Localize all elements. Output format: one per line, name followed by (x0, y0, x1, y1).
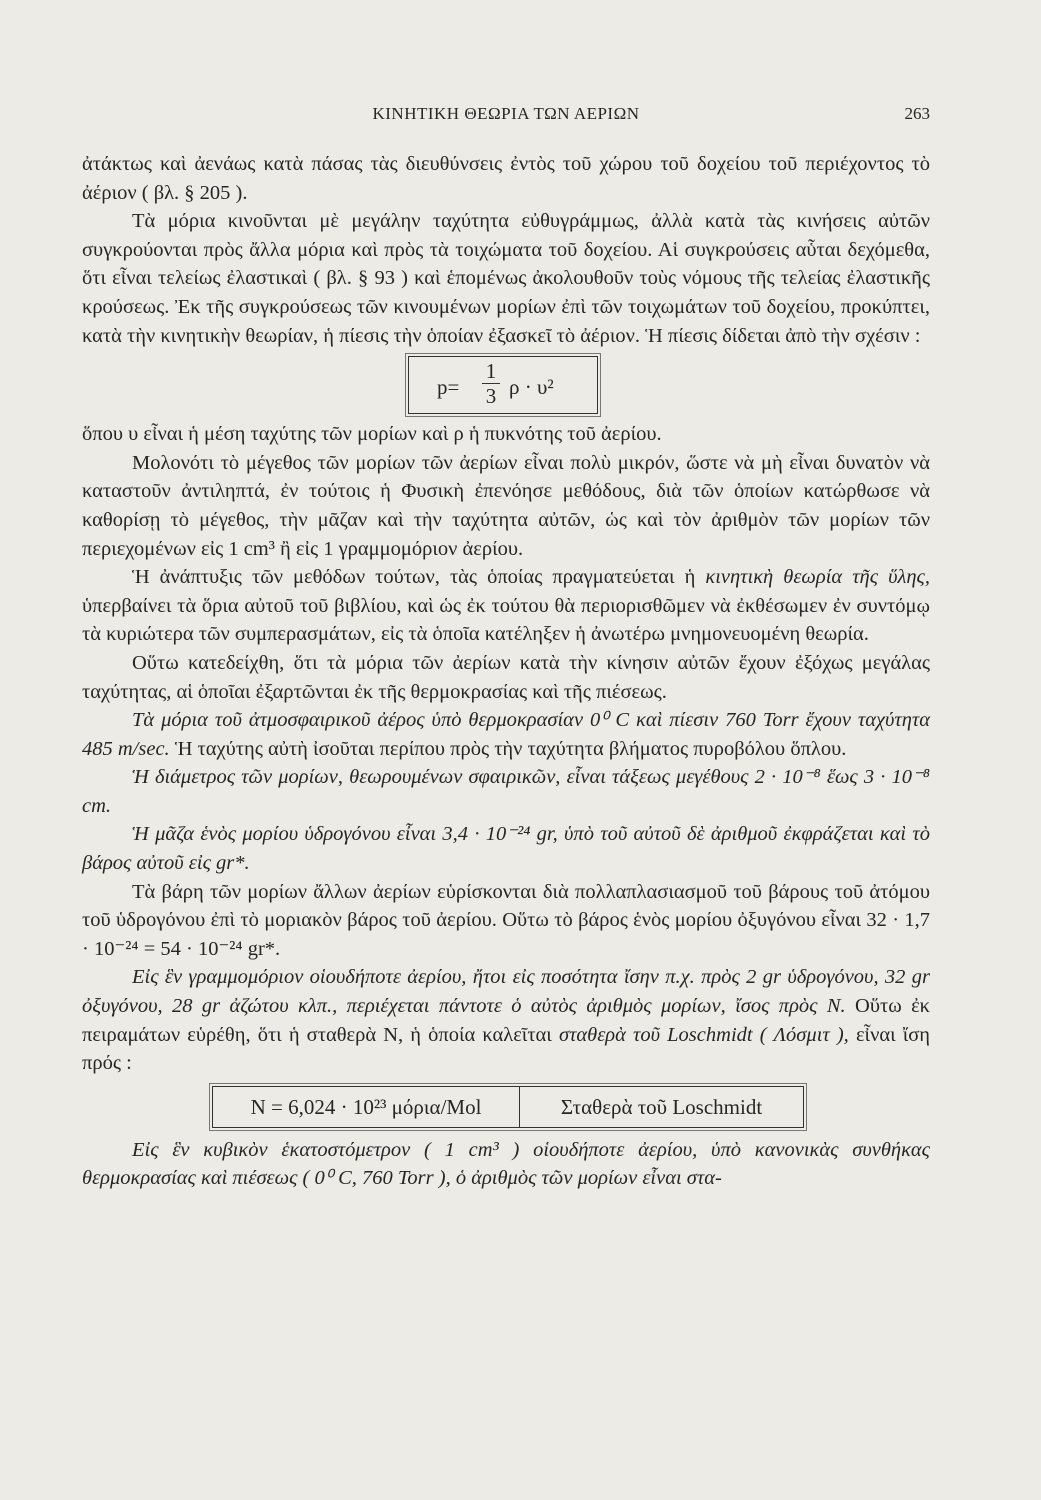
page-header (82, 104, 930, 130)
paragraph-2: Τὰ μόρια κινοῦνται μὲ μεγάλην ταχύτητα εὐθυγράμμως, ἀλλὰ κατὰ τὰς κινήσεις αὐτῶν συγκρούονται πρὸς ἄλλα μόρια καὶ πρὸς τὰ τοιχώματα τοῦ δοχείου. Αἱ συγκρούσεις αὗται δεχόμεθα, ὅτι εἶναι τελείως ἐλαστικαὶ ( βλ. § 93 ) καὶ ἑπομένως ἀκολουθοῦν τοὺς νόμους τῆς τελείας ἐλαστικῆς κρούσεως. Ἐκ τῆς συγκρούσεως τῶν κινουμένων μορίων ἐπὶ τῶν τοιχωμάτων τοῦ δοχείου, προκύπτει, κατὰ τὴν κινητικὴν θεωρίαν, ἡ πίεσις τὴν ὁποίαν ἐξασκεῖ τὸ ἀέριον. Ἡ πίεσις δίδεται ἀπὸ τὴν σχέσιν : (82, 210, 930, 347)
paragraph-6: Οὕτω κατεδείχθη, ὅτι τὰ μόρια τῶν ἀερίων κατὰ τὴν κίνησιν αὐτῶν ἔχουν ἐξόχως μεγάλας ταχύτητας, αἱ ὁποῖαι ἐξαρτῶνται ἐκ τῆς θερμοκρασίας καὶ τῆς πιέσεως. (82, 651, 930, 703)
paragraph-5: Ἡ ἀνάπτυξις τῶν μεθόδων τούτων, τὰς ὁποίας πραγματεύεται ἡ κινητικὴ θεωρία τῆς ὕλης, ὑπερβαίνει τὰ ὅρια αὐτοῦ τοῦ βιβλίου, καὶ ὡς ἐκ τούτου θὰ περιορισθῶμεν νὰ ἐκθέσωμεν ἐν συντόμῳ τὰ κυριώτερα τῶν συμπερασμάτων, εἰς τὰ ὁποῖα κατέληξεν ἡ ἀνωτέρω μνημονευομένη θεωρία. (82, 566, 930, 646)
paragraph-12: Εἰς ἓν κυβικὸν ἑκατοστόμετρον ( 1 cm³ ) οἱουδήποτε ἀερίου, ὑπὸ κανονικὰς συνθήκας θερμοκρασίας καὶ πιέσεως ( 0⁰ C, 760 Torr ), ὁ ἀριθμὸς τῶν μορίων εἶναι στα- (82, 1138, 930, 1190)
formula-numerator: 1 (485, 359, 497, 384)
constant-value: N = 6,024 · 10²³ μόρια/Mol (213, 1087, 520, 1127)
paragraph-11: Εἰς ἓν γραμμομόριον οἱουδήποτε ἀερίου, ἤτοι εἰς ποσότητα ἴσην π.χ. πρὸς 2 gr ὑδρογόνου, 32 gr ὀξυγόνου, 28 gr ἀζώτου κλπ., περιέχεται πάντοτε ὁ αὐτὸς ἀριθμὸς μορίων, ἴσος πρὸς N. Οὕτω ἐκ πειραμάτων εὑρέθη, ὅτι ἡ σταθερὰ N, ἡ ὁποία καλεῖται σταθερὰ τοῦ Loschmidt ( Λόσμιτ ), εἶναι ἴση πρός : (82, 966, 931, 1075)
paragraph-9: Ἡ μᾶζα ἑνὸς μορίου ὑδρογόνου εἶναι 3,4 · 10⁻²⁴ gr, ὑπὸ τοῦ αὐτοῦ δὲ ἀριθμοῦ ἐκφράζεται καὶ τὸ βάρος αὐτοῦ εἰς gr*. (82, 823, 930, 875)
paragraph-7: Τὰ μόρια τοῦ ἀτμοσφαιρικοῦ ἀέρος ὑπὸ θερμοκρασίαν 0⁰ C καὶ πίεσιν 760 Torr ἔχουν ταχύτητα 485 m/sec. Ἡ ταχύτης αὐτὴ ἰσοῦται περίπου πρὸς τὴν ταχύτητα βλήματος πυροβόλου ὅπλου. (82, 709, 930, 760)
formula-lhs: p= (437, 375, 460, 400)
page-number: 263 (904, 104, 930, 123)
formula-fraction (481, 359, 501, 408)
pressure-formula-box (408, 356, 598, 414)
formula-equals: = (447, 375, 460, 400)
constant-label: Σταθερὰ τοῦ Loschmidt (560, 1094, 763, 1119)
italic-constant-name: σταθερὰ τοῦ Loschmidt ( Λόσμιτ ), (558, 1023, 849, 1046)
formula-rhs: ρ · υ² (509, 375, 554, 400)
running-title: ΚΙΝΗΤΙΚΗ ΘΕΩΡΙΑ ΤΩΝ ΑΕΡΙΩΝ (372, 104, 640, 123)
paragraph-1: ἀτάκτως καὶ ἀενάως κατὰ πάσας τὰς διευθύνσεις ἐντὸς τοῦ χώρου τοῦ δοχείου τοῦ περιέχοντος τὸ ἀέριον ( βλ. § 205 ). (82, 153, 930, 204)
paragraph-4: Μολονότι τὸ μέγεθος τῶν μορίων τῶν ἀερίων εἶναι πολὺ μικρόν, ὥστε νὰ μὴ εἶναι δυνατὸν νὰ καταστοῦν ἀντιληπτά, ἐν τούτοις ἡ Φυσικὴ ἐπενόησε μεθόδους, διὰ τῶν ὁποίων κατώρθωσε νὰ καθορίσῃ τὸ μέγεθος, τὴν μᾶζαν καὶ τὴν ταχύτητα αὐτῶν, ὡς καὶ τὸν ἀριθμὸν τῶν μορίων τῶν περιεχομένων εἰς 1 cm³ ἢ εἰς 1 γραμμομόριον ἀερίου. (82, 451, 930, 560)
formula-denominator: 3 (485, 384, 497, 409)
italic-term: κινητικὴ θεωρία τῆς ὕλης, (705, 566, 930, 589)
italic-statement: Τὰ μόρια τοῦ ἀτμοσφαιρικοῦ ἀέρος ὑπὸ θερμοκρασίαν 0⁰ C καὶ πίεσιν 760 Torr ἔχουν ταχύτητα 485 m/sec. (82, 709, 930, 760)
paragraph-3: ὅπου υ εἶναι ἡ μέση ταχύτης τῶν μορίων καὶ ρ ἡ πυκνότης τοῦ ἀερίου. (82, 423, 662, 446)
page-body (82, 150, 930, 1193)
paragraph-8: Ἡ διάμετρος τῶν μορίων, θεωρουμένων σφαιρικῶν, εἶναι τάξεως μεγέθους 2 · 10⁻⁸ ἕως 3 · 10⁻⁸ cm. (82, 766, 930, 817)
loschmidt-constant-box (212, 1086, 804, 1128)
paragraph-10: Τὰ βάρη τῶν μορίων ἄλλων ἀερίων εὑρίσκονται διὰ πολλαπλασιασμοῦ τοῦ βάρους τοῦ ἀτόμου τοῦ ὑδρογόνου ἐπὶ τὸ μοριακὸν βάρος τοῦ ἀερίου. Οὕτω τὸ βάρος ἑνὸς μορίου ὀξυγόνου εἶναι 32 · 1,7 · 10⁻²⁴ = 54 · 10⁻²⁴ gr*. (82, 880, 930, 960)
